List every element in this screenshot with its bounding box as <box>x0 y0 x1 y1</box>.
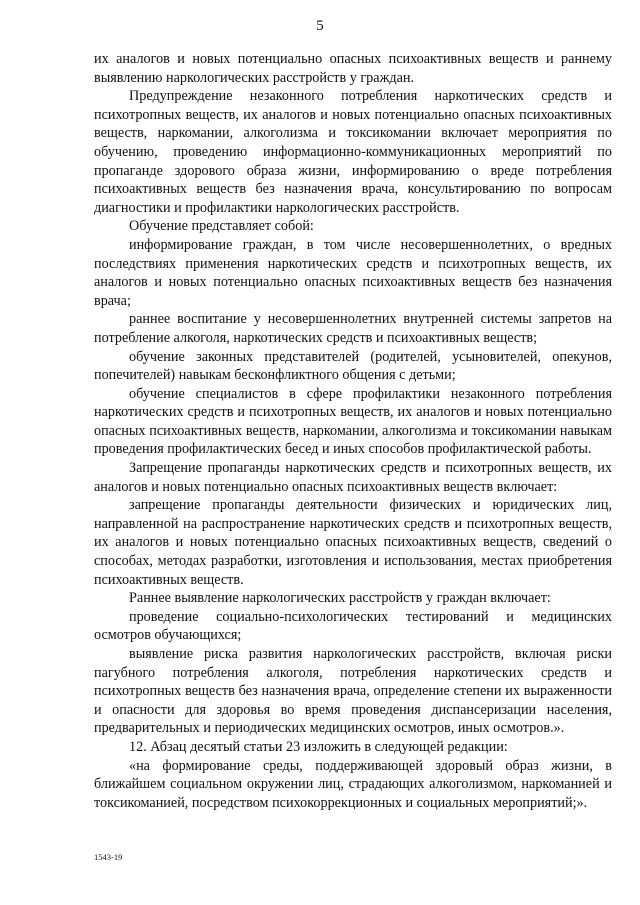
paragraph-propaganda-ban-heading: Запрещение пропаганды наркотических средств и психотропных веществ, их аналогов и новых потенциально опасных психоактивных веществ включает: <box>94 460 612 495</box>
paragraph-risk-detection: выявление риска развития наркологических расстройств, включая риски пагубного потребления алкоголя, потребления наркотических средств и психотропных веществ без назначения врача, определение степени их выраженности и опасности для здоровья во время проведения диспансеризации населения, предварительных и периодических медицинских осмотров, иных осмотров.». <box>94 646 612 737</box>
paragraph-early-upbringing: раннее воспитание у несовершеннолетних внутренней системы запретов на потребление алкоголя, наркотических средств и психоактивных веществ; <box>94 311 612 346</box>
paragraph-continuation: их аналогов и новых потенциально опасных психоактивных веществ и раннему выявлению наркологических расстройств у граждан. <box>94 51 612 86</box>
paragraph-amendment-text: «на формирование среды, поддерживающей здоровый образ жизни, в ближайшем социальном окружении лиц, страдающих алкоголизмом, наркоманией и токсикоманией, посредством психокоррекционных и социальных мероприятий;». <box>94 757 612 811</box>
paragraph-testing: проведение социально-психологических тестирований и медицинских осмотров обучающихся; <box>94 608 612 644</box>
paragraph-training-specialists: обучение специалистов в сфере профилактики незаконного потребления наркотических средств и психотропных веществ, их аналогов и новых потенциально опасных психоактивных веществ, наркомании, алкоголизма и токсикомании навыкам проведения профилактических бесед и иных способов профилактической работы. <box>94 385 612 458</box>
paragraph-early-detection-heading: Раннее выявление наркологических расстройств у граждан включает: <box>129 590 551 607</box>
document-code: 1543-19 <box>94 852 123 862</box>
paragraph-informing-citizens: информирование граждан, в том числе несовершеннолетних, о вредных последствиях применения наркотических средств и психотропных веществ, их аналогов и новых потенциально опасных психоактивных веществ без назначения врача; <box>94 236 612 309</box>
paragraph-amendment-12: 12. Абзац десятый статьи 23 изложить в следующей редакции: <box>129 738 508 755</box>
paragraph-training-guardians: обучение законных представителей (родителей, усыновителей, опекунов, попечителей) навыкам бесконфликтного общения с детьми; <box>94 348 612 384</box>
paragraph-propaganda-ban: запрещение пропаганды деятельности физических и юридических лиц, направленной на распространение наркотических средств и психотропных веществ, их аналогов и новых потенциально опасных психоактивных веществ, сведений о способах, методах разработки, изготовления и использования, местах приобретения психоактивных веществ. <box>94 497 612 588</box>
paragraph-prevention-intro: Предупреждение незаконного потребления наркотических средств и психотропных веществ, их аналогов и новых потенциально опасных психоактивных веществ, наркомании, алкоголизма и токсикомании включает мероприятия по обучению, проведению информационно-коммуникационных мероприятий по пропаганде здорового образа жизни, информированию о вреде потребления психоактивных веществ без назначения врача, консультированию по вопросам диагностики и профилактики наркологических расстройств. <box>94 88 612 216</box>
paragraph-training-heading: Обучение представляет собой: <box>129 218 314 235</box>
document-body <box>94 50 612 812</box>
page-number: 5 <box>316 18 324 34</box>
